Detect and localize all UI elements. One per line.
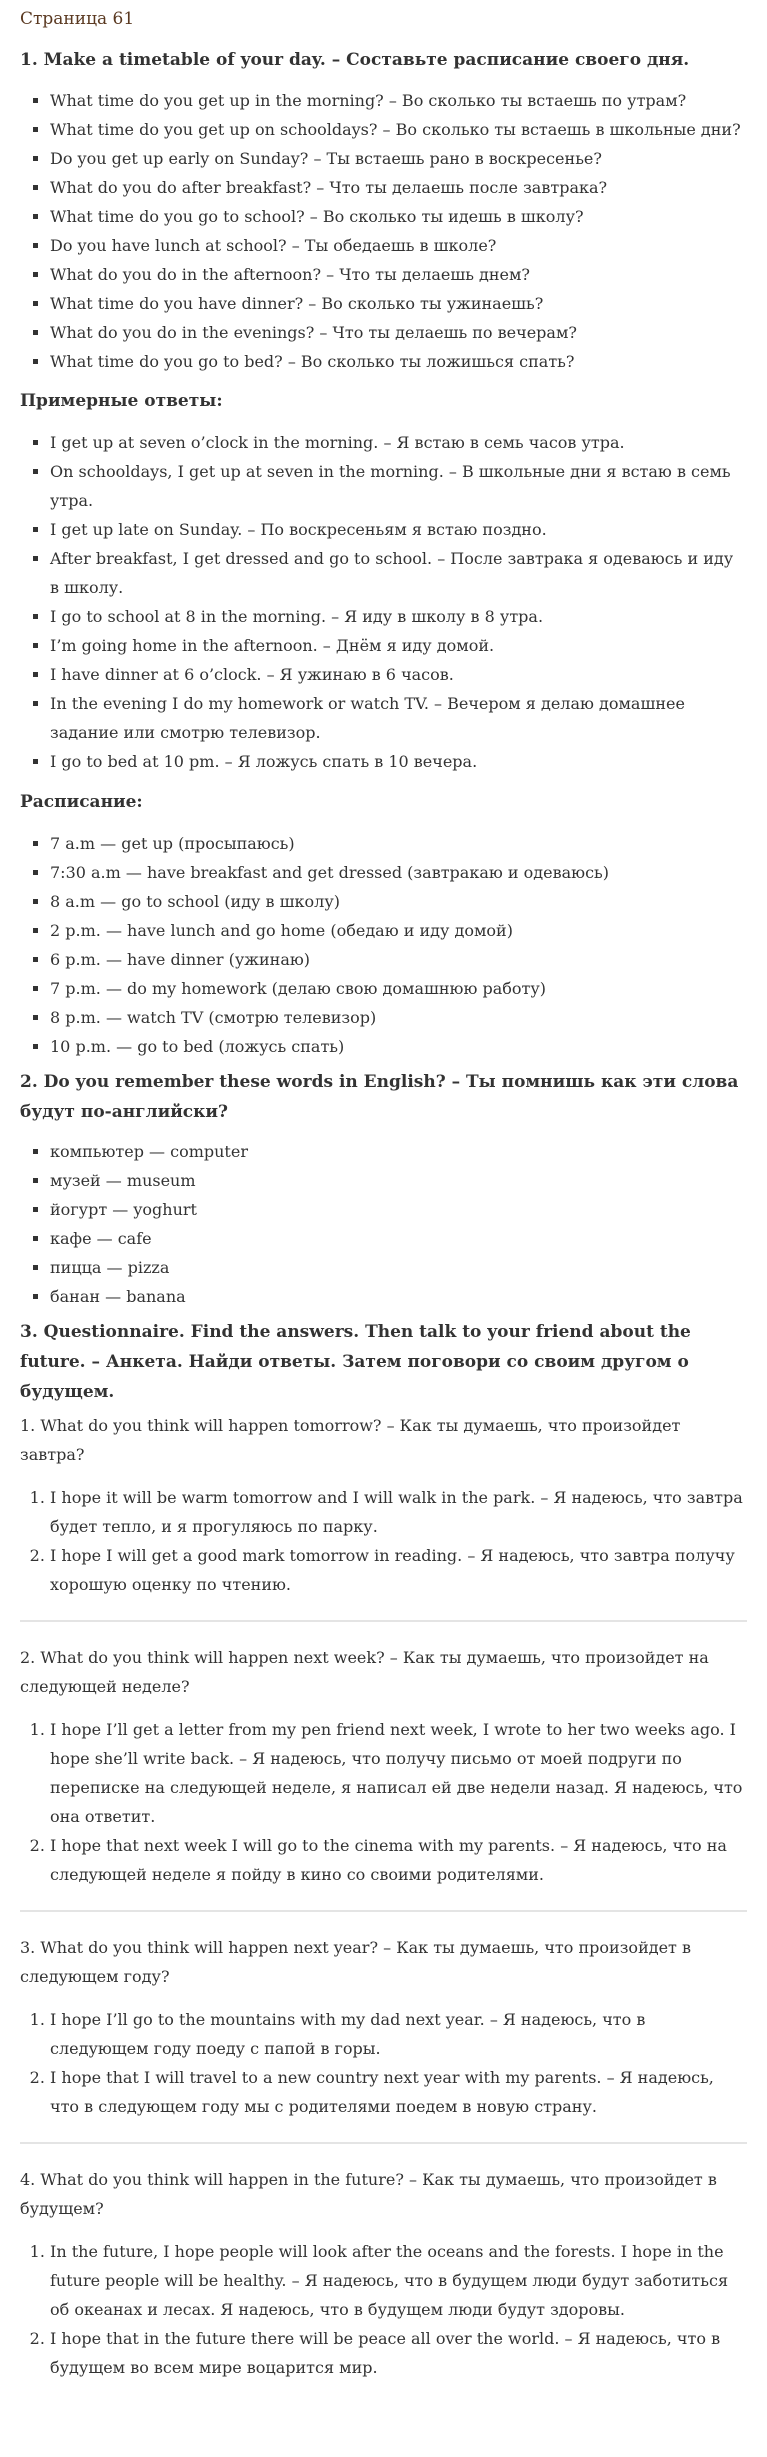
question-item: ▪ What do you do after breakfast? – Что ты делаешь после завтрака? — [50, 173, 747, 202]
schedule-item: ▪ 7 p.m. — do my homework (делаю свою домашнюю работу) — [50, 974, 747, 1003]
questions-list — [20, 86, 747, 376]
answer-item: ▪ I get up late on Sunday. – По воскресеньям я встаю поздно. — [50, 515, 747, 544]
word-item: ▪ компьютер — computer — [50, 1137, 747, 1166]
divider — [20, 2142, 747, 2144]
questionnaire-answer: 2. I hope that I will travel to a new country next year with my parents. – Я надеюсь, что в следующем году мы с родителями поедем в новую страну. — [50, 2063, 747, 2121]
question-item: ▪ Do you get up early on Sunday? – Ты встаешь рано в воскресенье? — [50, 144, 747, 173]
question-item: ▪ What time do you get up on schooldays? – Во сколько ты встаешь в школьные дни? — [50, 115, 747, 144]
word-item: ▪ пицца — pizza — [50, 1253, 747, 1282]
word-item: ▪ банан — banana — [50, 1282, 747, 1311]
words-list — [20, 1137, 747, 1311]
word-item: ▪ йогурт — yoghurt — [50, 1195, 747, 1224]
answer-item: ▪ On schooldays, I get up at seven in the morning. – В школьные дни я встаю в семь утра. — [50, 457, 747, 515]
questionnaire-answer: 1. I hope I’ll get a letter from my pen friend next week, I wrote to her two weeks ago. I hope she’ll write back. – Я надеюсь, что получу письмо от моей подруги по переписке на следующей неделе, я написал ей две недели назад. Я надеюсь, что она ответит. — [50, 1715, 747, 1831]
answers-list — [20, 428, 747, 776]
divider — [20, 1910, 747, 1912]
page-label: Страница 61 — [20, 9, 135, 29]
questionnaire-answers — [20, 1483, 747, 1599]
word-item: ▪ кафе — cafe — [50, 1224, 747, 1253]
answer-item: ▪ After breakfast, I get dressed and go to school. – После завтрака я одеваюсь и иду в школу. — [50, 544, 747, 602]
section2-heading: 2. Do you remember these words in English? – Ты помнишь как эти слова будут по-английски? — [20, 1072, 739, 1122]
schedule-list — [20, 829, 747, 1061]
answer-item: ▪ I’m going home in the afternoon. – Днём я иду домой. — [50, 631, 747, 660]
answer-item: ▪ I go to school at 8 in the morning. – Я иду в школу в 8 утра. — [50, 602, 747, 631]
section1-heading: 1. Make a timetable of your day. – Составьте расписание своего дня. — [20, 50, 690, 70]
question-item: ▪ What time do you go to school? – Во сколько ты идешь в школу? — [50, 202, 747, 231]
question-item: ▪ What time do you get up in the morning? – Во сколько ты встаешь по утрам? — [50, 86, 747, 115]
question-item: ▪ Do you have lunch at school? – Ты обедаешь в школе? — [50, 231, 747, 260]
questionnaire-answer: 1. I hope I’ll go to the mountains with my dad next year. – Я надеюсь, что в следующем году поеду с папой в горы. — [50, 2005, 747, 2063]
questionnaire-answer: 1. In the future, I hope people will look after the oceans and the forests. I hope in the future people will be healthy. – Я надеюсь, что в будущем люди будут заботиться об океанах и лесах. Я надеюсь, что в будущем люди будут здоровы. — [50, 2237, 747, 2324]
questionnaire-answer: 1. I hope it will be warm tomorrow and I will walk in the park. – Я надеюсь, что завтра будет тепло, и я прогуляюсь по парку. — [50, 1483, 747, 1541]
questionnaire-answer: 2. I hope I will get a good mark tomorrow in reading. – Я надеюсь, что завтра получу хорошую оценку по чтению. — [50, 1541, 747, 1599]
schedule-item: ▪ 7:30 a.m — have breakfast and get dressed (завтракаю и одеваюсь) — [50, 858, 747, 887]
answers-heading: Примерные ответы: — [20, 391, 223, 411]
answer-item: ▪ I get up at seven o’clock in the morning. – Я встаю в семь часов утра. — [50, 428, 747, 457]
questionnaire-answers — [20, 1715, 747, 1889]
schedule-item: ▪ 8 a.m — go to school (иду в школу) — [50, 887, 747, 916]
questionnaire-question: 4. What do you think will happen in the future? – Как ты думаешь, что произойдет в будущем? — [20, 2170, 717, 2218]
schedule-heading: Расписание: — [20, 792, 143, 812]
answer-item: ▪ In the evening I do my homework or watch TV. – Вечером я делаю домашнее задание или смотрю телевизор. — [50, 689, 747, 747]
questionnaire-question: 2. What do you think will happen next week? – Как ты думаешь, что произойдет на следующей неделе? — [20, 1648, 709, 1696]
schedule-item: ▪ 7 a.m — get up (просыпаюсь) — [50, 829, 747, 858]
questionnaire-question: 3. What do you think will happen next year? – Как ты думаешь, что произойдет в следующем году? — [20, 1938, 691, 1986]
question-item: ▪ What time do you go to bed? – Во сколько ты ложишься спать? — [50, 347, 747, 376]
questionnaire-answer: 2. I hope that next week I will go to the cinema with my parents. – Я надеюсь, что на следующей неделе я пойду в кино со своими родителями. — [50, 1831, 747, 1889]
section3-heading: 3. Questionnaire. Find the answers. Then talk to your friend about the future. – Анкета. Найди ответы. Затем поговори со своим другом о будущем. — [20, 1322, 691, 1402]
question-item: ▪ What time do you have dinner? – Во сколько ты ужинаешь? — [50, 289, 747, 318]
questionnaire-answers — [20, 2005, 747, 2121]
schedule-item: ▪ 10 p.m. — go to bed (ложусь спать) — [50, 1032, 747, 1061]
answer-item: ▪ I have dinner at 6 o’clock. – Я ужинаю в 6 часов. — [50, 660, 747, 689]
divider — [20, 1620, 747, 1622]
question-item: ▪ What do you do in the afternoon? – Что ты делаешь днем? — [50, 260, 747, 289]
questionnaire-answers — [20, 2237, 747, 2382]
answer-item: ▪ I go to bed at 10 pm. – Я ложусь спать в 10 вечера. — [50, 747, 747, 776]
question-item: ▪ What do you do in the evenings? – Что ты делаешь по вечерам? — [50, 318, 747, 347]
schedule-item: ▪ 8 p.m. — watch TV (смотрю телевизор) — [50, 1003, 747, 1032]
questionnaire — [20, 1411, 747, 2382]
schedule-item: ▪ 2 p.m. — have lunch and go home (обедаю и иду домой) — [50, 916, 747, 945]
questionnaire-answer: 2. I hope that in the future there will be peace all over the world. – Я надеюсь, что в будущем во всем мире воцарится мир. — [50, 2324, 747, 2382]
schedule-item: ▪ 6 p.m. — have dinner (ужинаю) — [50, 945, 747, 974]
questionnaire-question: 1. What do you think will happen tomorrow? – Как ты думаешь, что произойдет завтра? — [20, 1416, 681, 1464]
word-item: ▪ музей — museum — [50, 1166, 747, 1195]
